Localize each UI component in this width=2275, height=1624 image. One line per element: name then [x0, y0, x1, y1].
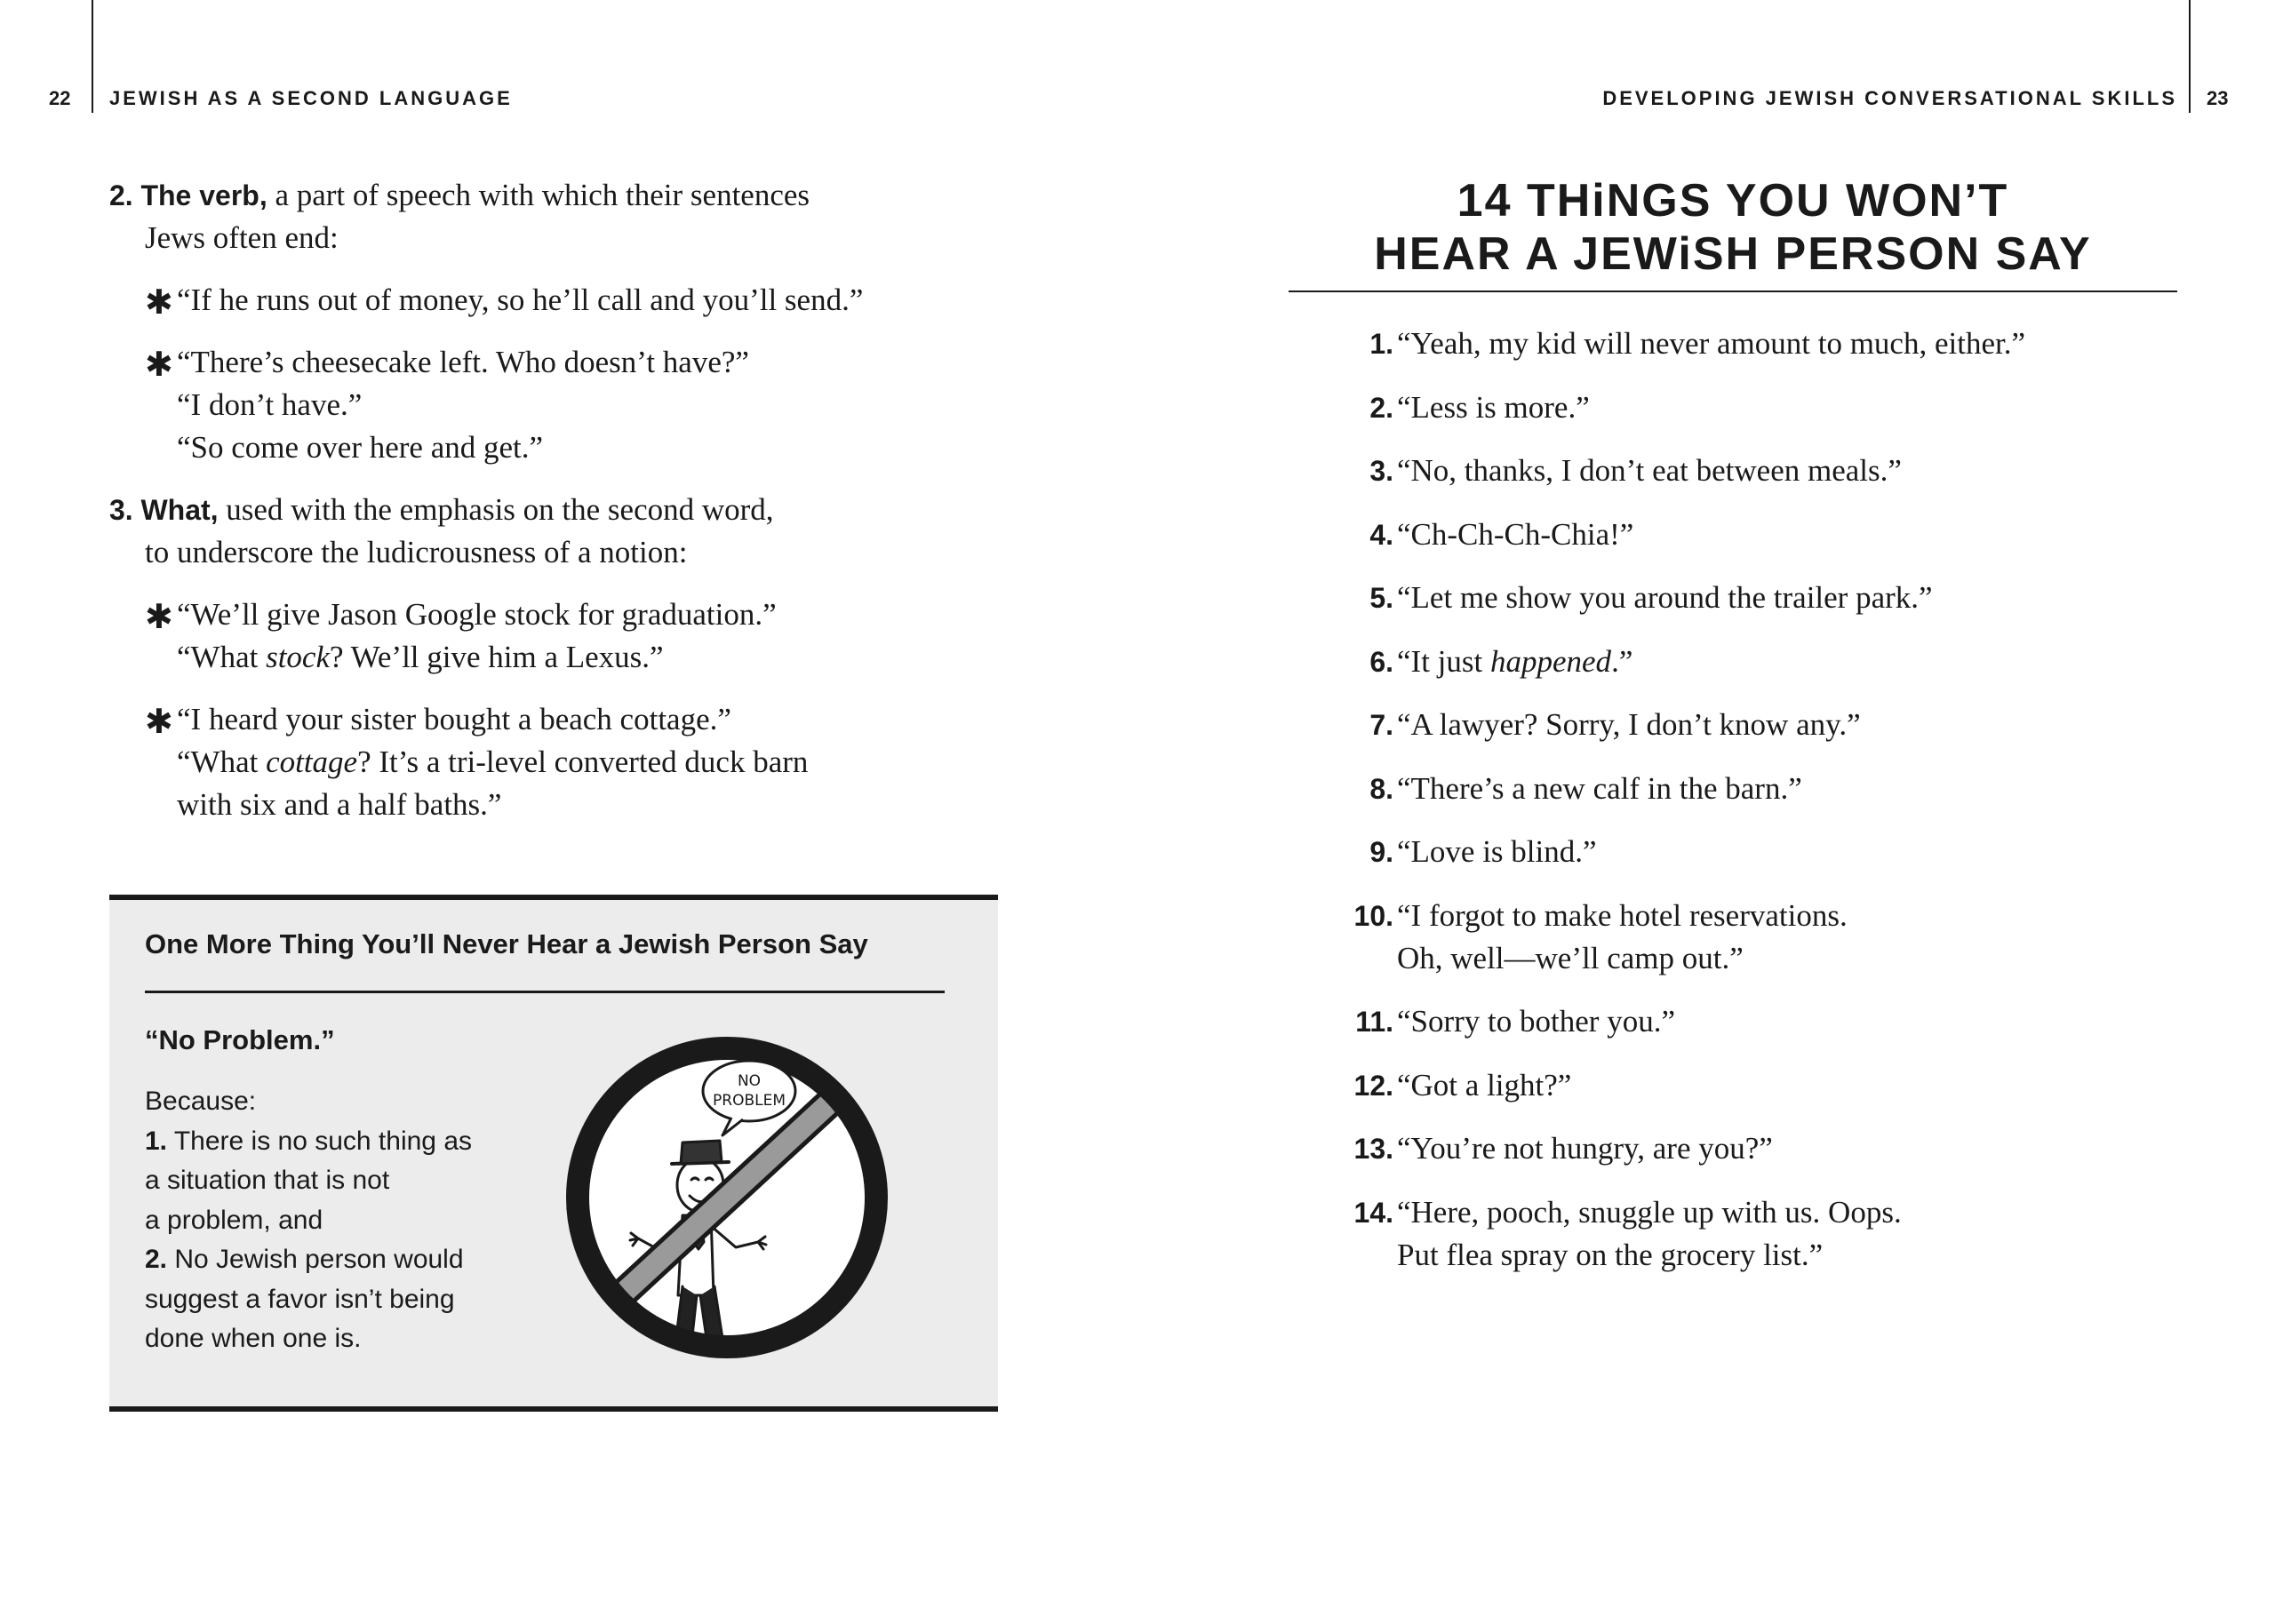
list-item: 8. “There’s a new calf in the barn.” — [1369, 770, 1802, 806]
page-title-line2: HEAR A JEWiSH PERSON SAY — [1374, 228, 2092, 280]
left-header-divider — [92, 0, 93, 113]
box-quote: “No Problem.” — [145, 1024, 335, 1055]
no-problem-cartoon-icon — [558, 1029, 896, 1366]
example-line: “So come over here and get.” — [177, 430, 544, 465]
asterisk-icon: ✱ — [145, 345, 173, 384]
list-item: 5. “Let me show you around the trailer park.” — [1369, 580, 1933, 615]
list-item: 6. “It just happened.” — [1369, 643, 1633, 679]
things-list — [1333, 322, 2177, 1297]
list-item: 2. “Less is more.” — [1369, 389, 1590, 425]
example-quote — [145, 698, 909, 826]
example-quote — [145, 593, 909, 679]
item-number: 2. — [109, 179, 133, 211]
item-term: What, — [140, 494, 219, 526]
list-item: 4. “Ch-Ch-Ch-Chia!” — [1369, 516, 1634, 552]
reason-1: 1. There is no such thing as — [145, 1126, 473, 1156]
list-item: 9. “Love is blind.” — [1369, 834, 1597, 869]
right-header-divider — [2189, 0, 2191, 113]
item-text: a part of speech with which their sentences — [267, 178, 810, 212]
left-page-content — [109, 174, 909, 846]
example-line: “There’s cheesecake left. Who doesn’t have?” — [177, 345, 749, 379]
example-quote — [145, 341, 909, 469]
list-item: 14. “Here, pooch, snuggle up with us. Oops. Put flea spray on the grocery list.” — [1353, 1194, 1902, 1272]
example-line: “If he runs out of money, so he’ll call and you’ll send.” — [177, 283, 864, 317]
reason-2-line: suggest a favor isn’t being — [145, 1284, 455, 1314]
example-line: “I heard your sister bought a beach cottage.” — [177, 702, 731, 736]
bubble-text-line1: NO — [737, 1072, 762, 1090]
example-quote — [145, 279, 909, 322]
example-line: “I don’t have.” — [177, 387, 363, 422]
item-text: used with the emphasis on the second word, — [218, 492, 774, 527]
list-item-what — [109, 489, 909, 574]
example-line: “What stock? We’ll give him a Lexus.” — [177, 640, 664, 674]
item-text-continued: Jews often end: — [145, 220, 339, 255]
right-page-number: 23 — [2207, 87, 2229, 109]
list-item: 11. “Sorry to bother you.” — [1355, 1004, 1675, 1039]
list-item: 13. “You’re not hungry, are you?” — [1353, 1131, 1773, 1166]
asterisk-icon: ✱ — [145, 283, 173, 322]
list-item: 10. “I forgot to make hotel reservations. Oh, well—we’ll camp out.” — [1353, 897, 1848, 975]
left-running-header: JEWISH AS A SECOND LANGUAGE — [109, 87, 513, 109]
reason-2-line: done when one is. — [145, 1324, 362, 1353]
example-line: with six and a half baths.” — [177, 787, 502, 822]
left-page-number: 22 — [49, 87, 71, 109]
title-divider — [1289, 291, 2177, 292]
list-item: 7. “A lawyer? Sorry, I don’t know any.” — [1369, 707, 1861, 742]
page-title — [1289, 174, 2177, 281]
list-item: 12. “Got a light?” — [1353, 1067, 1572, 1103]
reason-1-line: a situation that is not — [145, 1166, 390, 1195]
example-line: “What cottage? It’s a tri-level converted duck barn — [177, 744, 809, 779]
list-item: 3. “No, thanks, I don’t eat between meals.” — [1369, 453, 1902, 488]
right-running-header: DEVELOPING JEWISH CONVERSATIONAL SKILLS — [1602, 87, 2177, 109]
sidebar-box — [109, 895, 998, 1412]
asterisk-icon: ✱ — [145, 597, 173, 636]
box-body — [145, 1082, 554, 1359]
reason-1-line: a problem, and — [145, 1205, 323, 1235]
box-title: One More Thing You’ll Never Hear a Jewish Person Say — [145, 928, 868, 959]
reason-2: 2. No Jewish person would — [145, 1245, 464, 1274]
item-term: The verb, — [140, 179, 267, 211]
list-item-verb — [109, 174, 909, 259]
bubble-text-line2: PROBLEM — [713, 1092, 786, 1110]
page-title-line1: 14 THiNGS YOU WON’T — [1457, 175, 2009, 227]
item-number: 3. — [109, 494, 133, 526]
item-text-continued: to underscore the ludicrousness of a notion: — [145, 535, 688, 569]
example-line: “We’ll give Jason Google stock for graduation.” — [177, 597, 777, 632]
asterisk-icon: ✱ — [145, 702, 173, 741]
list-item: 1. “Yeah, my kid will never amount to much, either.” — [1369, 326, 2025, 361]
box-divider — [145, 991, 945, 993]
because-label: Because: — [145, 1087, 257, 1116]
